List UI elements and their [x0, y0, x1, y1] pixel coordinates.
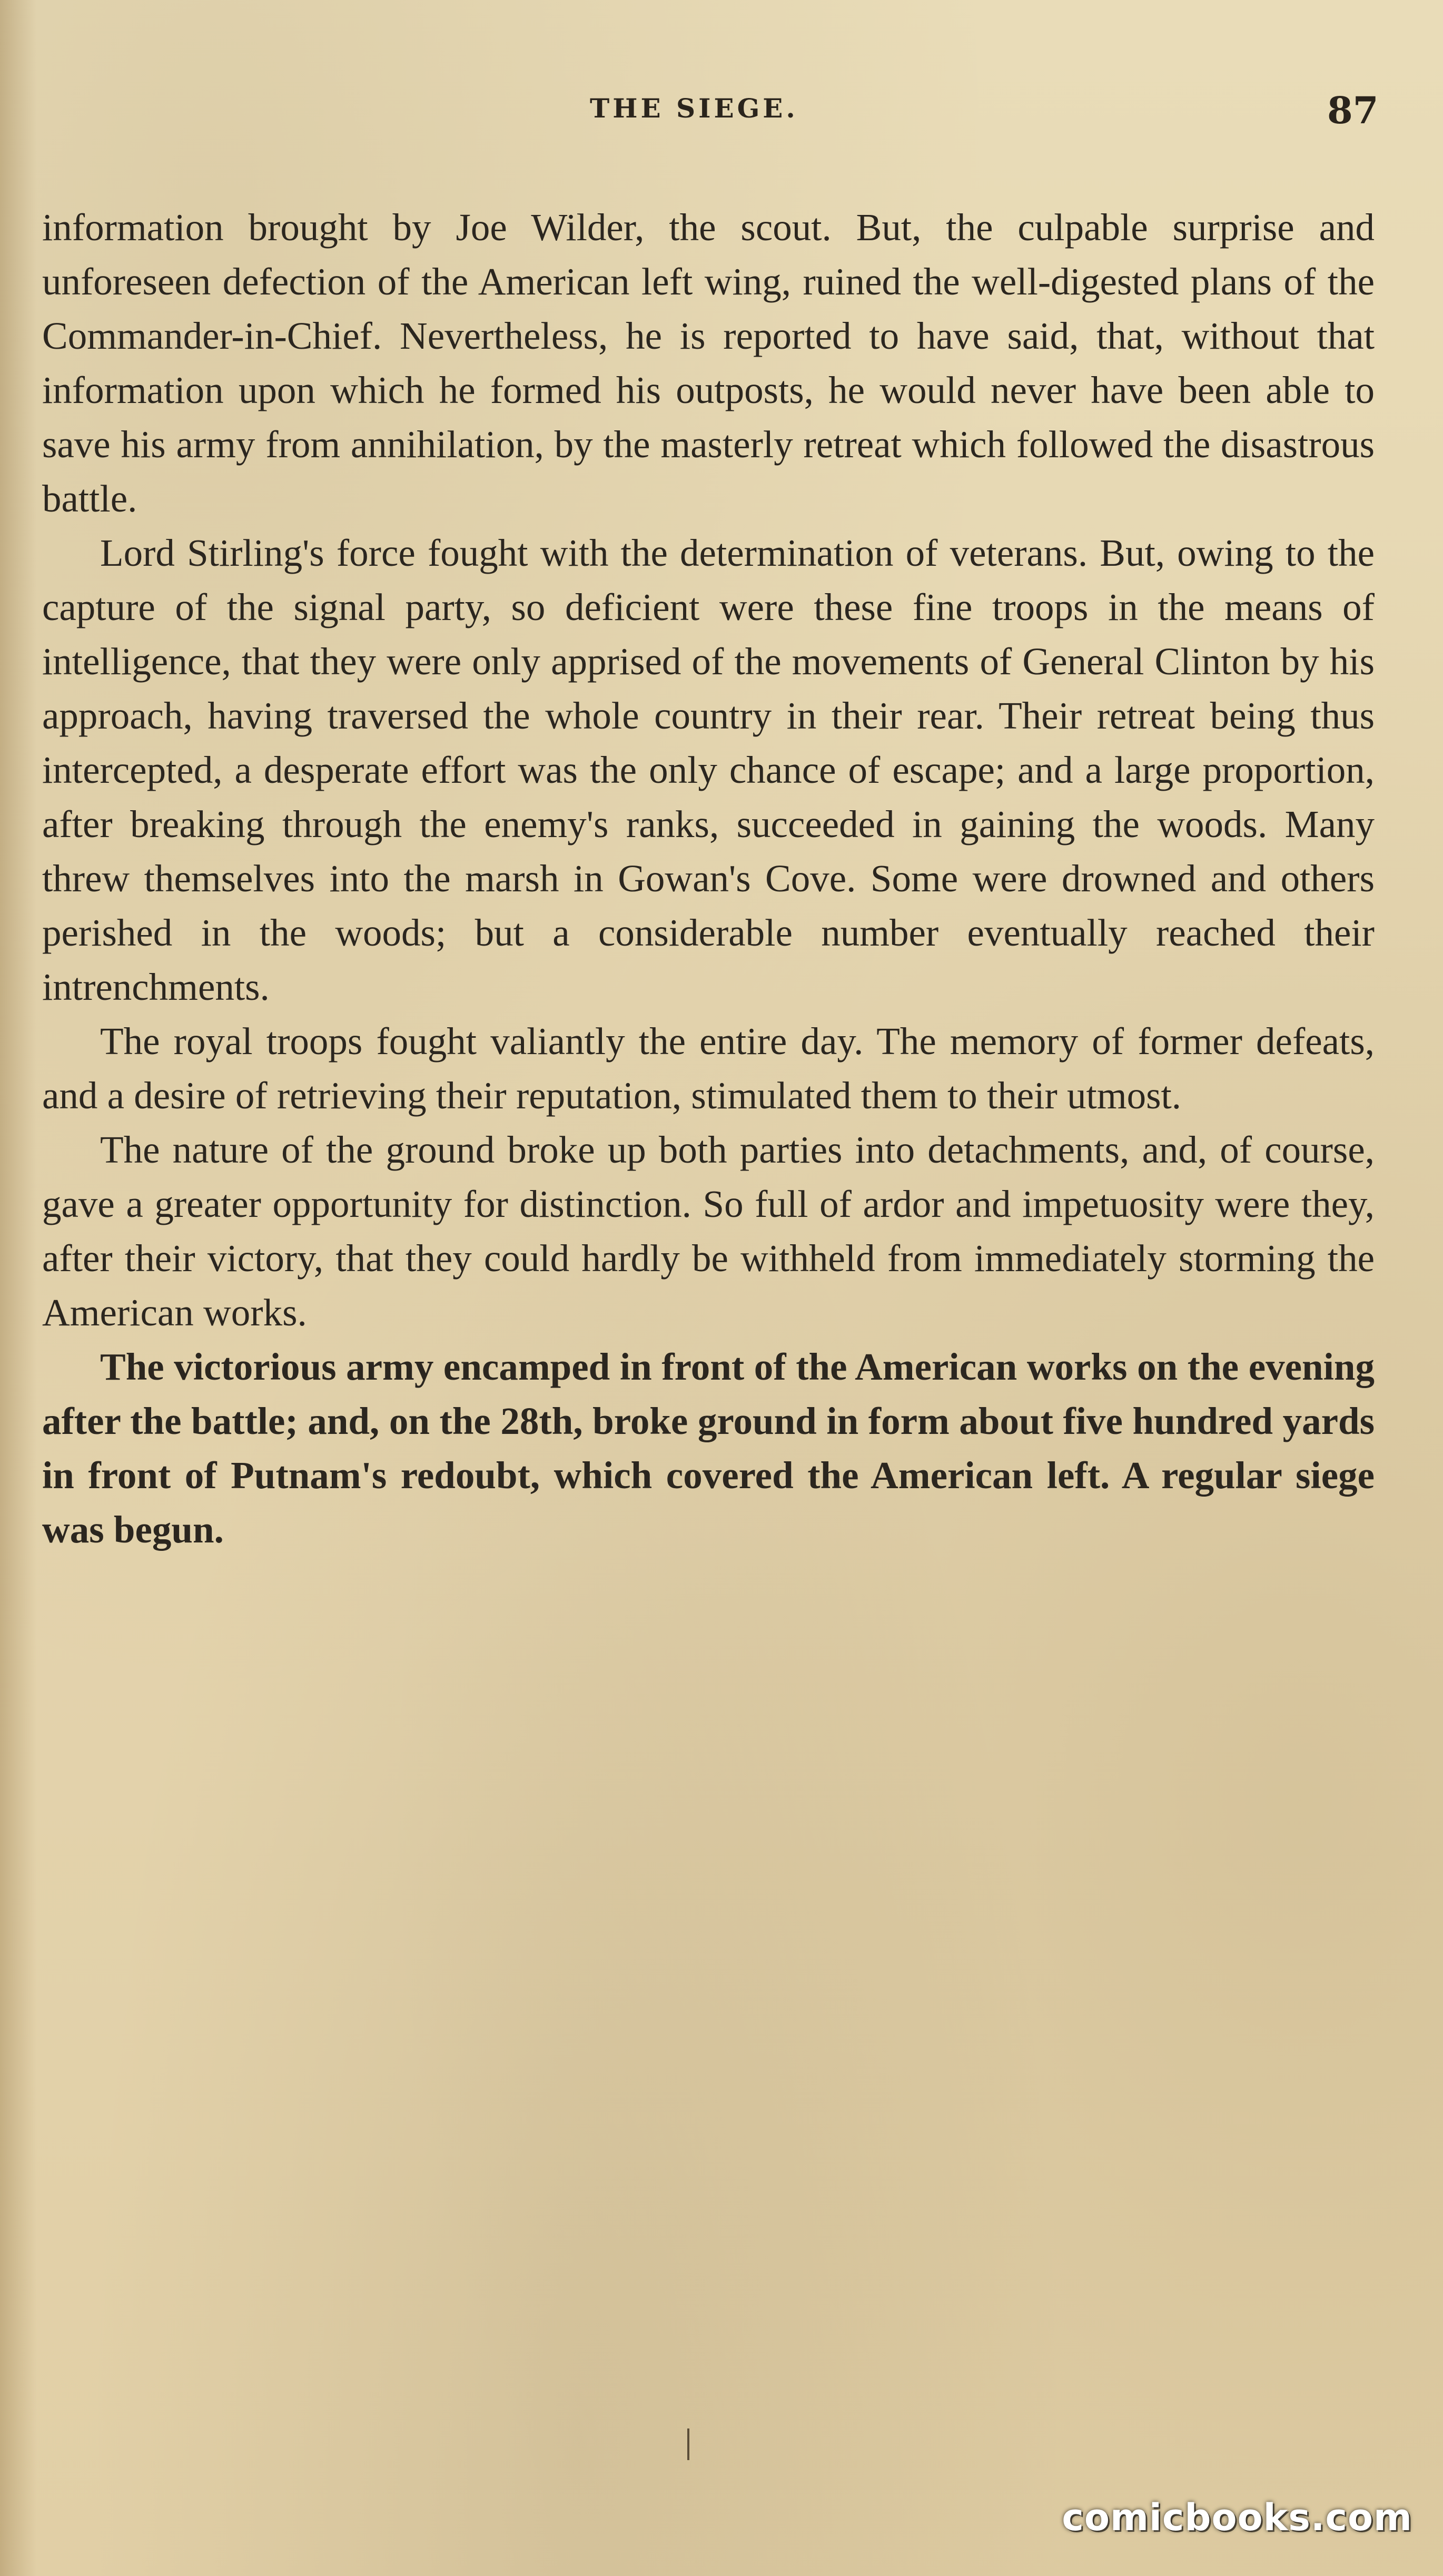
paragraph-2: Lord Stirling's force fought with the determination of veterans. But, owing to the capture of the signal party, so deficient were these fine troops in the means of intelligence, that they were only apprised of the movements of General Clinton by his approach, having traversed the whole country in their rear. Their retreat being thus intercepted, a desperate effort was the only chance of escape; and a large proportion, after breaking through the enemy's ranks, succeeded in gaining the woods. Many threw themselves into the marsh in Gowan's Cove. Some were drowned and others perished in the woods; but a considerable number eventually reached their intrenchments.: [42, 532, 1375, 1008]
paragraph-1: information brought by Joe Wilder, the scout. But, the culpable surprise and unforeseen defection of the American left wing, ruined the well-digested plans of the Commander-in-Chief. Nevertheless, he is reported to have said, that, without that information upon which he formed his outposts, he would never have been able to save his army from annihilation, by the masterly retreat which followed the disastrous battle.: [42, 206, 1375, 520]
margin-mark: [687, 2428, 689, 2460]
paragraph-3: The royal troops fought valiantly the entire day. The memory of former defeats, and a desire of retrieving their reputation, stimulated them to their utmost.: [42, 1020, 1375, 1117]
page-edge-shadow: [0, 0, 37, 2576]
running-title: THE SIEGE.: [590, 93, 798, 124]
body-text: [42, 200, 1375, 1557]
page-number: 87: [1327, 89, 1379, 132]
paragraph-5: The victorious army encamped in front of the American works on the evening after the battle; and, on the 28th, broke ground in form about five hundred yards in front of Putnam's redoubt, which covered the American left. A regular siege was begun.: [42, 1345, 1375, 1551]
site-watermark: comicbooks.com: [1062, 2496, 1412, 2539]
paragraph-4: The nature of the ground broke up both parties into detachments, and, of course, gave a greater opportunity for distinction. So full of ardor and impetuosity were they, after their victory, that they could hardly be withheld from immediately storming the American works.: [42, 1128, 1375, 1334]
